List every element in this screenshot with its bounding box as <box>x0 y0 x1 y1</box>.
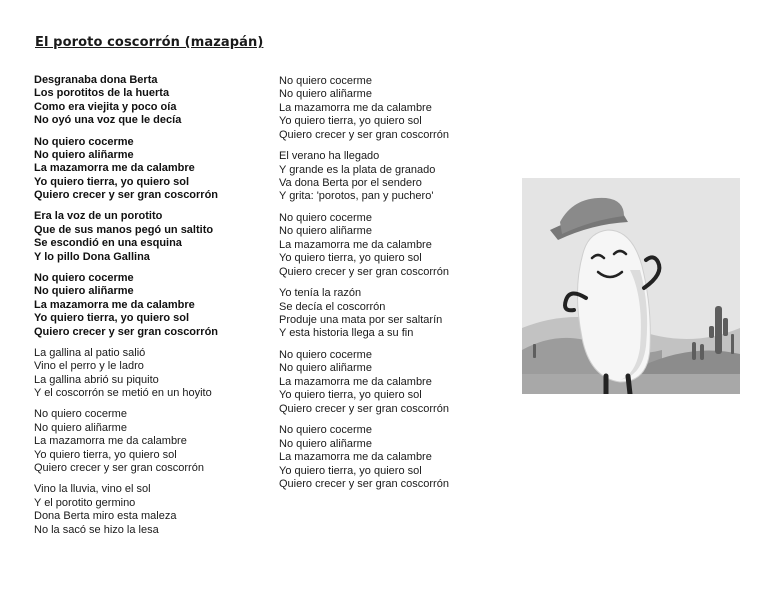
lyric-line: Yo tenía la razón <box>279 287 362 300</box>
bean-character-illustration <box>522 178 740 394</box>
lyric-line: No quiero cocerme <box>279 75 372 87</box>
lyric-line: No quiero aliñarme <box>279 225 372 238</box>
lyric-line: Quiero crecer y ser gran coscorrón <box>34 189 219 202</box>
lyric-line: Vino la lluvia, vino el sol <box>34 483 151 496</box>
lyric-line: La mazamorra me da calambre <box>279 375 432 388</box>
right-stanza <box>279 424 509 491</box>
lyric-line: No quiero aliñarme <box>34 148 134 161</box>
lyric-line: Y grande es la plata de granado <box>279 163 436 176</box>
lyric-line: La mazamorra me da calambre <box>279 451 432 464</box>
left-stanza <box>34 210 274 264</box>
right-stanza <box>279 212 509 279</box>
lyric-line: Y grita: 'porotos, pan y puchero' <box>279 190 434 203</box>
lyric-line: Quiero crecer y ser gran coscorrón <box>279 402 449 415</box>
lyric-line: No oyó una voz que le decía <box>34 114 182 127</box>
lyric-line: Yo quiero tierra, yo quiero sol <box>279 115 422 128</box>
lyric-line: Se decía el coscorrón <box>279 300 386 313</box>
lyric-line: Quiero crecer y ser gran coscorrón <box>279 128 449 141</box>
lyric-line: No quiero aliñarme <box>279 88 372 101</box>
lyric-line: Produje una mata por ser saltarín <box>279 314 443 327</box>
lyric-line: Como era viejita y poco oía <box>34 100 177 113</box>
lyric-line: No quiero aliñarme <box>34 285 134 298</box>
left-stanza <box>34 483 274 537</box>
lyric-line: No la sacó se hizo la lesa <box>34 523 159 536</box>
left-stanza <box>34 136 274 203</box>
lyric-line: La gallina abrió su piquito <box>34 373 159 386</box>
lyric-line: Yo quiero tierra, yo quiero sol <box>34 175 190 188</box>
lyric-line: Quiero crecer y ser gran coscorrón <box>34 462 204 475</box>
lyric-line: Y lo pillo Dona Gallina <box>34 250 150 263</box>
lyric-line: Quiero crecer y ser gran coscorrón <box>279 265 449 278</box>
lyrics-left-column <box>34 74 274 545</box>
lyric-line: Quiero crecer y ser gran coscorrón <box>279 477 449 490</box>
lyrics-right-column <box>279 75 509 500</box>
lyric-line: Yo quiero tierra, yo quiero sol <box>279 389 422 402</box>
lyric-line: Desgranaba dona Berta <box>34 74 158 86</box>
lyric-line: Era la voz de un porotito <box>34 210 163 223</box>
lyric-line: Dona Berta miro esta maleza <box>34 510 177 523</box>
lyric-line: No quiero cocerme <box>279 212 372 225</box>
lyric-line: No quiero aliñarme <box>34 421 127 434</box>
lyric-line: Yo quiero tierra, yo quiero sol <box>34 312 190 325</box>
lyric-line: Yo quiero tierra, yo quiero sol <box>279 464 422 477</box>
lyric-line: La mazamorra me da calambre <box>34 298 195 311</box>
page-title: El poroto coscorrón (mazapán) <box>35 35 264 50</box>
lyric-line: No quiero aliñarme <box>279 362 372 375</box>
lyric-line: Y el porotito germino <box>34 496 136 509</box>
lyric-line: La mazamorra me da calambre <box>34 162 195 175</box>
lyric-line: No quiero cocerme <box>34 408 127 421</box>
right-stanza <box>279 75 509 142</box>
right-stanza <box>279 287 509 341</box>
leg-right <box>628 376 630 394</box>
lyric-line: El verano ha llegado <box>279 150 380 163</box>
left-stanza <box>34 347 274 401</box>
lyric-line: Y el coscorrón se metió en un hoyito <box>34 387 212 400</box>
left-stanza <box>34 272 274 339</box>
left-stanza <box>34 408 274 475</box>
lyric-line: No quiero aliñarme <box>279 437 372 450</box>
lyric-line: Que de sus manos pegó un saltito <box>34 223 214 236</box>
lyric-line: La mazamorra me da calambre <box>279 238 432 251</box>
lyric-line: La gallina al patio salió <box>34 346 146 359</box>
lyric-line: Yo quiero tierra, yo quiero sol <box>34 448 177 461</box>
lyric-line: No quiero cocerme <box>34 135 134 148</box>
lyric-line: Y esta historia llega a su fin <box>279 327 414 340</box>
lyric-line: Yo quiero tierra, yo quiero sol <box>279 252 422 265</box>
right-stanza <box>279 150 509 204</box>
lyric-line: La mazamorra me da calambre <box>279 101 432 114</box>
left-stanza <box>34 74 274 128</box>
lyric-line: Quiero crecer y ser gran coscorrón <box>34 325 219 338</box>
lyric-line: No quiero cocerme <box>279 424 372 437</box>
lyric-line: Se escondió en una esquina <box>34 237 182 250</box>
lyric-line: No quiero cocerme <box>279 349 372 362</box>
lyric-line: Los porotitos de la huerta <box>34 87 170 100</box>
lyric-line: Vino el perro y le ladro <box>34 360 144 373</box>
lyric-line: Va dona Berta por el sendero <box>279 177 422 190</box>
lyric-line: La mazamorra me da calambre <box>34 435 187 448</box>
lyric-line: No quiero cocerme <box>34 271 134 284</box>
right-stanza <box>279 349 509 416</box>
